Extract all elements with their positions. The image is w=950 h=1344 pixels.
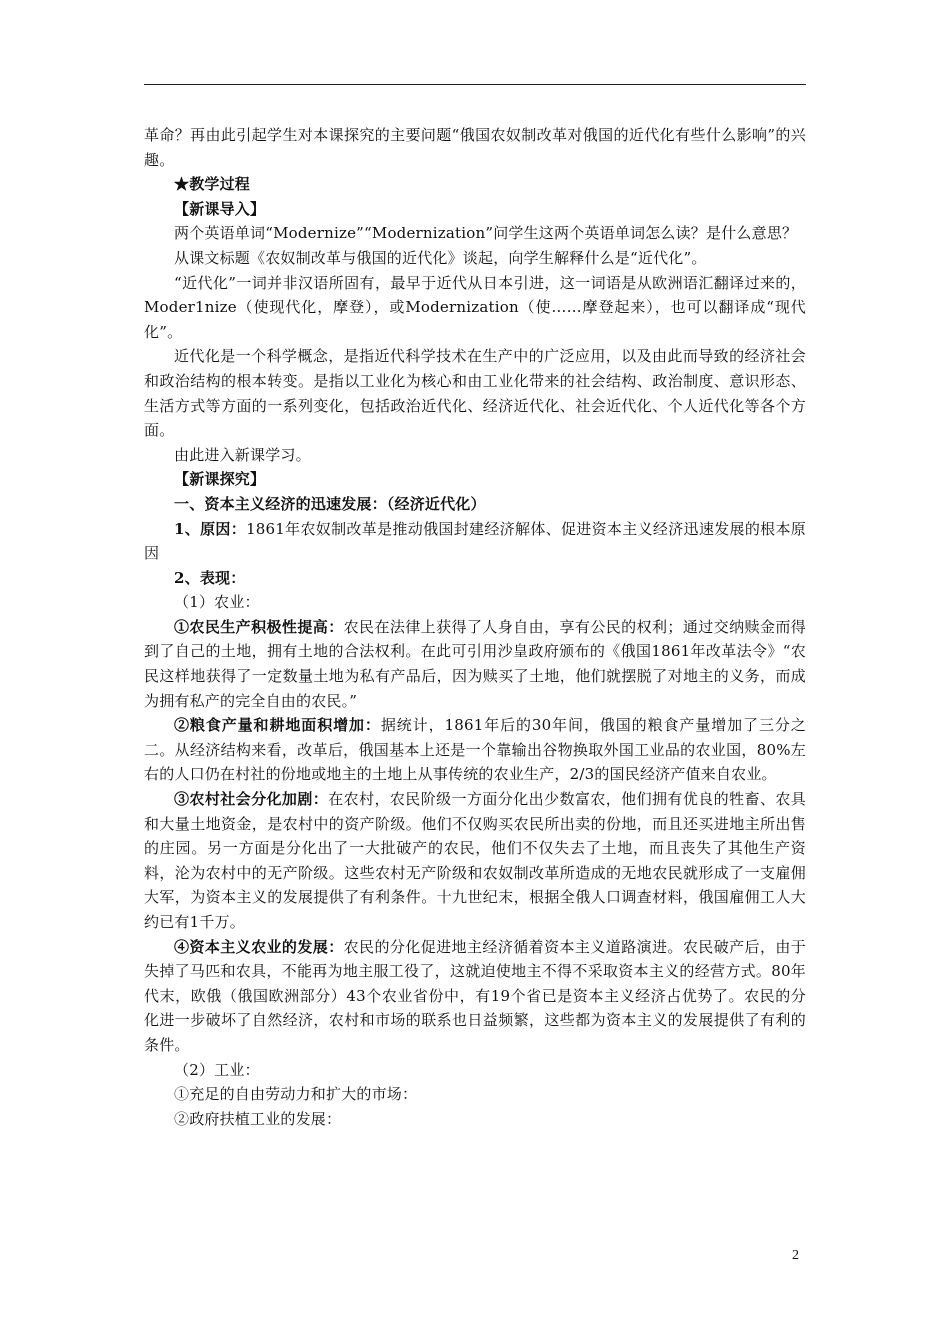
section-heading: 一、资本主义经济的迅速发展：（经济近代化） xyxy=(174,494,486,513)
section-heading: 【新课探究】 xyxy=(174,470,266,489)
item-text: 据统计，1861年后的30年间，俄国的粮食产量增加了三分之二。从经济结构来看，改革后，俄国基本上还是一个靠输出谷物换取外国工业品的农业国，80%左右的人口仍在村社的份地或地主的土地上从事传统的农业生产，2/3的国民经济产值来自农业。 xyxy=(144,716,806,784)
paragraph: 两个英语单词“Modernize”“Modernization”问学生这两个英语单词怎么读？是什么意思？ xyxy=(174,224,798,243)
paragraph xyxy=(144,713,806,787)
item-label: 1、原因： xyxy=(174,519,247,538)
section-heading: 2、表现： xyxy=(174,568,246,587)
paragraph: 近代化是一个科学概念，是指近代科学技术在生产中的广泛应用，以及由此而导致的经济社会和政治结构的根本转变。是指以工业化为核心和由工业化带来的社会结构、政治制度、意识形态、生活方式等方面的一系列变化，包括政治近代化、经济近代化、社会近代化、个人近代化等各个方面。 xyxy=(144,347,806,440)
item-text: 农民在法律上获得了人身自由，享有公民的权利；通过交纳赎金而得到了自己的土地，拥有土地的合法权利。在此可引用沙皇政府颁布的《俄国1861年改革法令》“农民这样地获得了一定数量土地为私有产品后，因为赎买了土地，他们就摆脱了对地主的义务，而成为拥有私产的完全自由的农民。” xyxy=(144,617,806,710)
item-label: ③农村社会分化加剧： xyxy=(174,790,329,809)
section-heading: 【新课导入】 xyxy=(174,199,266,218)
paragraph: （1）农业： xyxy=(174,593,260,612)
paragraph xyxy=(144,787,806,935)
paragraph: ②政府扶植工业的发展： xyxy=(174,1109,342,1128)
item-label: ②粮食产量和耕地面积增加： xyxy=(174,716,381,735)
page-number: 2 xyxy=(792,1248,799,1263)
paragraph: 革命？再由此引起学生对本课探究的主要问题“俄国农奴制改革对俄国的近代化有些什么影响”的兴趣。 xyxy=(144,126,806,169)
section-heading: ★教学过程 xyxy=(174,175,251,194)
paragraph: （2）工业： xyxy=(174,1060,260,1079)
paragraph xyxy=(144,517,806,566)
paragraph: 从课文标题《农奴制改革与俄国的近代化》谈起，向学生解释什么是“近代化”。 xyxy=(174,248,707,267)
paragraph: “近代化”一词并非汉语所固有，最早于近代从日本引进，这一词语是从欧洲语汇翻译过来的，Moder1nize（使现代化，摩登），或Modernization（使……摩登起来），也可以翻译成“现代化”。 xyxy=(144,273,806,341)
paragraph: 由此进入新课学习。 xyxy=(174,445,311,464)
item-text: 在农村，农民阶级一方面分化出少数富农，他们拥有优良的牲畜、农具和大量土地资金，是农村中的资产阶级。他们不仅购买农民所出卖的份地，而且还买进地主所出售的庄园。另一方面是分化出了一大批破产的农民，他们不仅失去了土地，而且丧失了其他生产资料，沦为农村中的无产阶级。这些农村无产阶级和农奴制改革所造成的无地农民就形成了一支雇佣大军，为资本主义的发展提供了有利条件。十九世纪末，根据全俄人口调查材料，俄国雇佣工人大约已有1千万。 xyxy=(144,790,806,931)
header-rule xyxy=(144,84,806,85)
item-label: ④资本主义农业的发展： xyxy=(174,937,344,956)
paragraph xyxy=(144,615,806,713)
item-label: ①农民生产积极性提高： xyxy=(174,617,344,636)
item-text: 1861年农奴制改革是推动俄国封建经济解体、促进资本主义经济迅速发展的根本原因 xyxy=(144,519,807,563)
paragraph: ①充足的自由劳动力和扩大的市场： xyxy=(174,1085,418,1104)
paragraph xyxy=(144,935,806,1058)
item-text: 农民的分化促进地主经济循着资本主义道路演进。农民破产后，由于失掉了马匹和农具，不能再为地主服工役了，这就迫使地主不得不采取资本主义的经营方式。80年代末，欧俄（俄国欧洲部分）43个农业省份中，有19个省已是资本主义经济占优势了。农民的分化进一步破坏了自然经济，农村和市场的联系也日益频繁，这些都为资本主义的发展提供了有利的条件。 xyxy=(144,937,806,1054)
document-body xyxy=(144,123,806,1131)
